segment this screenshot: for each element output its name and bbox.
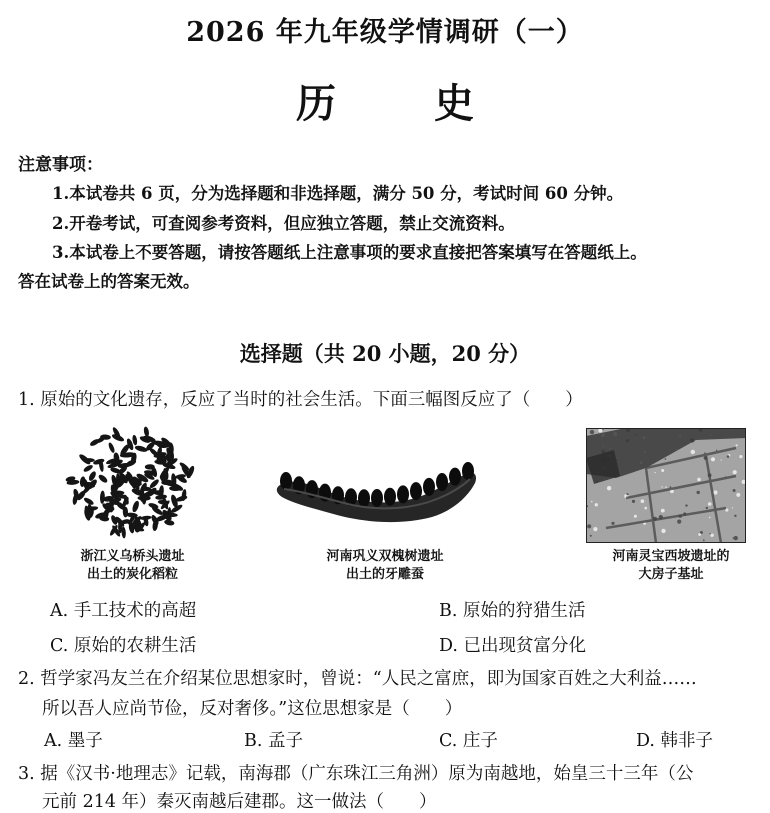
photo-speckle [590,430,594,434]
photo-speckle [711,457,715,461]
question-2-option-b[interactable]: B. 孟子 [244,731,303,751]
question-1-option-d[interactable]: D. 已出现贫富分化 [439,636,587,656]
figure-1-caption-line-1: 浙江义乌桥头遗址 [80,549,185,564]
notice-item: 答在试卷上的答案无效。 [18,272,200,291]
photo-speckle [644,507,647,510]
photo-speckle [736,444,738,446]
photo-speckle [626,493,628,495]
question-2-option-d[interactable]: D. 韩非子 [636,731,714,751]
question-1-option-b[interactable]: B. 原始的狩猎生活 [439,601,586,621]
photo-speckle [727,455,730,458]
silkworm-segment [384,488,396,506]
photo-speckle [661,469,664,472]
figure-1-caption-line-2: 出土的炭化稻粒 [86,567,178,582]
photo-speckle [710,534,713,537]
photo-speckle [661,529,665,533]
silkworm-segment [449,468,461,486]
photo-speckle [685,504,687,506]
question-3-stem-line-1: 3. 据《汉书·地理志》记载，南海郡（广东珠江三角洲）原为南越地，始皇三十三年（公 [18,764,694,784]
question-2-stem-line-1: 2. 哲学家冯友兰在介绍某位思想家时，曾说：“人民之富庶，即为国家百姓之大利益…… [18,669,697,689]
photo-speckle [708,502,712,506]
figure-3-caption-line-1: 河南灵宝西坡遗址的 [612,549,730,564]
photo-speckle [734,536,738,540]
house-foundation-image [586,428,746,543]
photo-speckle [661,509,665,513]
photo-speckle [634,515,637,518]
silkworm-segment [397,485,409,503]
notice-heading: 注意事项： [18,155,103,175]
photo-speckle [733,470,737,474]
rice-grain [143,426,150,437]
question-2-option-c[interactable]: C. 庄子 [439,731,498,751]
photo-speckle [697,478,701,482]
rice-grain [100,490,105,503]
figure-2-caption-line-2: 出土的牙雕蚕 [345,567,424,582]
rice-grain [148,478,160,489]
notice-item: 2.开卷考试，可查阅参考资料，但应独立答题，禁止交流资料。 [52,214,515,233]
question-1-option-a[interactable]: A. 手工技术的高超 [50,601,197,621]
figure-1-caption [50,548,215,584]
photo-speckle [641,499,645,503]
notice-item: 1.本试卷共 6 页，分为选择题和非选择题，满分 50 分，考试时间 60 分钟。 [52,184,624,203]
photo-speckle [697,491,700,494]
photo-speckle [665,458,667,460]
photo-speckle [632,500,635,503]
rice-grain [97,473,108,484]
silkworm-segment [462,462,474,480]
photo-speckle [733,489,736,492]
photo-speckle [587,524,591,528]
figure-3-caption-line-2: 大房子基址 [638,567,704,582]
photo-speckle [736,493,740,497]
silkworm-segment [280,472,292,490]
subject-title: 历 史 [296,80,516,127]
photo-speckle [655,472,656,473]
question-3-stem-line-2: 元前 214 年）秦灭南越后建郡。这一做法（ ） [42,792,437,812]
photo-speckle [677,520,681,524]
photo-speckle [611,522,614,525]
photo-speckle [698,533,701,536]
silkworm-segment [410,482,422,500]
rice-grains-image [60,420,205,545]
photo-speckle [706,507,708,509]
figure-2-caption [300,548,470,584]
photo-speckle [710,533,711,534]
photo-speckle [661,486,662,487]
rice-grain [107,442,115,454]
rice-grain [83,464,94,473]
photo-speckle [595,503,598,506]
photo-speckle [709,517,711,519]
photo-speckle [691,450,695,454]
silkworm-segment [436,473,448,491]
photo-speckle [713,490,717,494]
photo-speckle [721,460,722,461]
question-1-stem: 1. 原始的文化遗存，反应了当时的社会生活。下面三幅图反应了（ ） [18,390,583,410]
photo-speckle [591,501,593,503]
photo-speckle [590,535,592,537]
rice-grain [132,435,138,446]
photo-speckle [716,450,717,451]
question-2-stem-line-2: 所以吾人应尚节俭，反对奢侈。”这位思想家是（ ） [42,699,463,719]
figure-2-caption-line-1: 河南巩义双槐树遗址 [326,549,444,564]
silkworm-segment [371,489,383,507]
photo-speckle [732,507,733,508]
section-title: 选择题（共 20 小题，20 分） [239,341,531,366]
rice-grain [134,445,148,453]
silkworm-segment [423,478,435,496]
photo-speckle [703,539,705,541]
rice-grain [131,500,140,513]
question-1-option-c[interactable]: C. 原始的农耕生活 [50,636,197,656]
photo-speckle [607,486,611,490]
photo-speckle [593,527,597,531]
photo-speckle [734,515,736,517]
ivory-silkworm-image [272,455,482,535]
exam-title: 2026 年九年级学情调研（一） [186,17,584,48]
notice-item: 3.本试卷上不要答题，请按答题纸上注意事项的要求直接把答案填写在答题纸上。 [52,243,647,262]
photo-speckle [739,455,742,458]
figure-3-caption [586,548,756,584]
silkworm-segment [358,489,370,507]
question-2-option-a[interactable]: A. 墨子 [44,731,103,751]
photo-speckle [665,486,667,488]
